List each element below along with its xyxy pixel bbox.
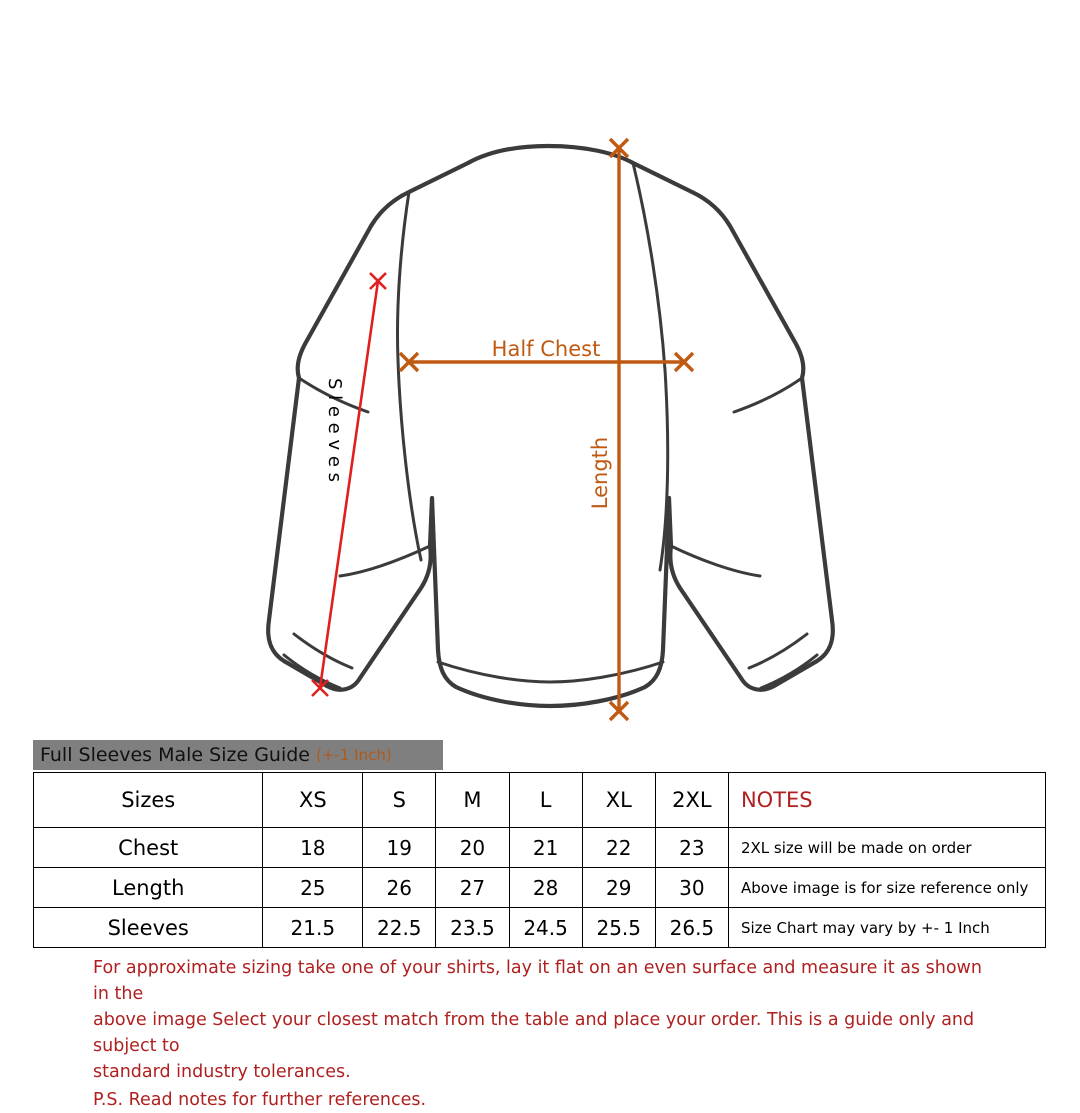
note-length-row: Above image is for size reference only <box>728 868 1045 908</box>
footer-instructions <box>93 955 993 1113</box>
column-header-xl: XL <box>582 773 655 828</box>
note-sleeves-row: Size Chart may vary by +- 1 Inch <box>728 908 1045 948</box>
table-header-row <box>34 773 1046 828</box>
table-row <box>34 868 1046 908</box>
footer-line-1: For approximate sizing take one of your shirts, lay it flat on an even surface and measure it as shown in the <box>93 958 982 1004</box>
row-label-chest: Chest <box>34 828 263 868</box>
sleeves-xl: 25.5 <box>582 908 655 948</box>
length-m: 27 <box>436 868 509 908</box>
size-chart-table <box>33 772 1046 948</box>
length-label: Length <box>588 436 612 510</box>
page-title-tolerance: (+-1 Inch) <box>316 746 392 764</box>
column-header-sizes: Sizes <box>34 773 263 828</box>
table-row <box>34 908 1046 948</box>
chest-xl: 22 <box>582 828 655 868</box>
sleeves-label: S l e e v e s <box>324 377 345 483</box>
row-label-length: Length <box>34 868 263 908</box>
chest-2xl: 23 <box>655 828 728 868</box>
column-header-m: M <box>436 773 509 828</box>
footer-line-3: standard industry tolerances. <box>93 1062 351 1082</box>
chest-l: 21 <box>509 828 582 868</box>
column-header-xs: XS <box>263 773 363 828</box>
length-l: 28 <box>509 868 582 908</box>
sleeves-s: 22.5 <box>363 908 436 948</box>
length-xs: 25 <box>263 868 363 908</box>
length-2xl: 30 <box>655 868 728 908</box>
chest-xs: 18 <box>263 828 363 868</box>
column-header-notes: NOTES <box>728 773 1045 828</box>
sleeves-m: 23.5 <box>436 908 509 948</box>
footer-line-4: P.S. Read notes for further references. <box>93 1090 427 1110</box>
table-row <box>34 828 1046 868</box>
size-guide-title-bar <box>33 740 443 770</box>
page-title: Full Sleeves Male Size Guide <box>40 744 310 766</box>
half-chest-label: Half Chest <box>491 337 601 361</box>
chest-m: 20 <box>436 828 509 868</box>
note-chest-row: 2XL size will be made on order <box>728 828 1045 868</box>
chest-s: 19 <box>363 828 436 868</box>
row-label-sleeves: Sleeves <box>34 908 263 948</box>
footer-line-2: above image Select your closest match from the table and place your order. This is a guide only and subject to <box>93 1010 975 1056</box>
column-header-l: L <box>509 773 582 828</box>
length-s: 26 <box>363 868 436 908</box>
sleeves-l: 24.5 <box>509 908 582 948</box>
column-header-s: S <box>363 773 436 828</box>
column-header-2xl: 2XL <box>655 773 728 828</box>
garment-outline <box>268 146 833 706</box>
sleeves-2xl: 26.5 <box>655 908 728 948</box>
length-xl: 29 <box>582 868 655 908</box>
sleeves-xs: 21.5 <box>263 908 363 948</box>
